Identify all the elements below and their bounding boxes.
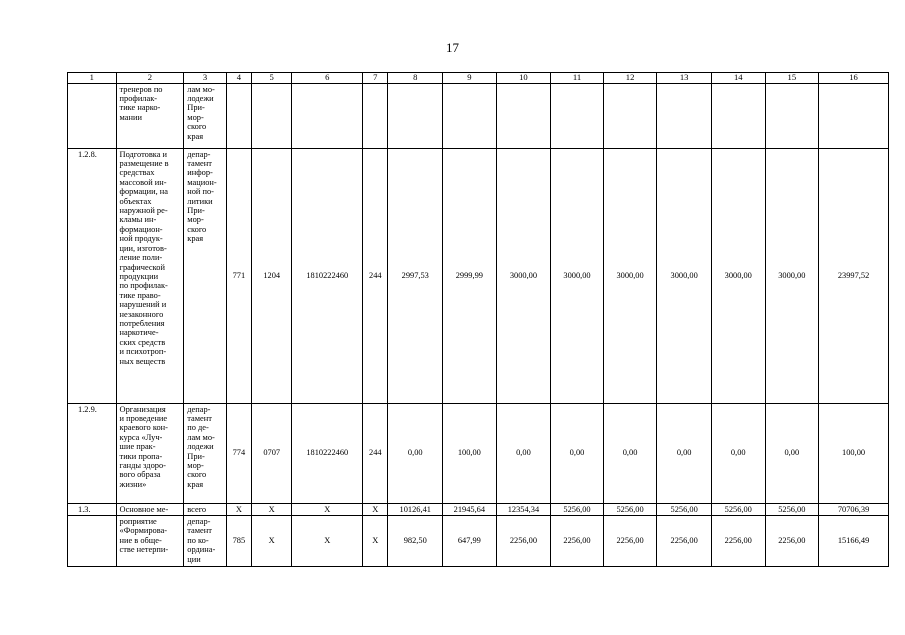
table-cell: 774 — [226, 403, 251, 503]
table-cell — [765, 83, 819, 148]
table-row — [68, 83, 889, 148]
executor: депар- тамент инфор- мацион- ной по- литики При- мор- ского края — [184, 148, 226, 403]
table-cell: 2256,00 — [551, 516, 604, 567]
column-header: 9 — [443, 73, 497, 84]
row-number: 1.3. — [68, 503, 117, 515]
row-number: 1.2.8. — [68, 148, 117, 403]
table-cell: 12354,34 — [496, 503, 551, 515]
column-header: 16 — [819, 73, 889, 84]
table-cell — [819, 83, 889, 148]
column-header: 3 — [184, 73, 226, 84]
table-cell: 70706,39 — [819, 503, 889, 515]
table-cell: 0,00 — [388, 403, 443, 503]
table-cell: X — [226, 503, 251, 515]
table-cell: 647,99 — [443, 516, 497, 567]
column-header: 6 — [292, 73, 363, 84]
table-row — [68, 148, 889, 403]
table-cell: 1810222460 — [292, 148, 363, 403]
table-cell: 982,50 — [388, 516, 443, 567]
page-number: 17 — [446, 40, 459, 55]
column-header: 12 — [603, 73, 657, 84]
table-cell: 0,00 — [765, 403, 819, 503]
table-cell: 5256,00 — [603, 503, 657, 515]
executor: лам мо- лодежи При- мор- ского края — [184, 83, 226, 148]
table-cell: 2997,53 — [388, 148, 443, 403]
table-cell — [603, 83, 657, 148]
table-cell: 244 — [363, 403, 388, 503]
table-row — [68, 403, 889, 503]
column-header: 7 — [363, 73, 388, 84]
measure-name: Основное ме- — [116, 503, 184, 515]
table-cell: 15166,49 — [819, 516, 889, 567]
table-cell: 771 — [226, 148, 251, 403]
column-header: 11 — [551, 73, 604, 84]
table-cell — [226, 83, 251, 148]
table-cell: 100,00 — [443, 403, 497, 503]
column-header: 4 — [226, 73, 251, 84]
table-header-row — [68, 73, 889, 84]
table-cell: 0707 — [251, 403, 291, 503]
row-number — [68, 83, 117, 148]
table-cell: 244 — [363, 148, 388, 403]
column-header: 2 — [116, 73, 184, 84]
table-cell: 0,00 — [711, 403, 765, 503]
table-cell: 2256,00 — [496, 516, 551, 567]
measure-name: тренеров по профилак- тике нарко- мании — [116, 83, 184, 148]
table-cell: 2256,00 — [711, 516, 765, 567]
table-cell: 3000,00 — [551, 148, 604, 403]
table-cell — [496, 83, 551, 148]
executor: всего — [184, 503, 226, 515]
table-cell: 2999,99 — [443, 148, 497, 403]
table-cell — [711, 83, 765, 148]
table-cell: 21945,64 — [443, 503, 497, 515]
measure-name: Организация и проведение краевого кон- курса «Луч- шие прак- тики пропа- ганды здоро- вого образа жизни» — [116, 403, 184, 503]
table-cell: 3000,00 — [711, 148, 765, 403]
measure-name: Подготовка и размещение в средствах массовой ин- формации, на объектах наружной ре- кламы ин- формацион- ной продук- ции, изготов- ление поли- графической продукции по профилак- тике право- нарушений и незаконного потребления наркотиче- ских средств и психотроп- ных веществ — [116, 148, 184, 403]
table-cell — [551, 83, 604, 148]
table-cell: 5256,00 — [711, 503, 765, 515]
table-cell: 0,00 — [551, 403, 604, 503]
table-cell: 100,00 — [819, 403, 889, 503]
table-cell: 1810222460 — [292, 403, 363, 503]
table-cell: X — [251, 516, 291, 567]
table-cell — [251, 83, 291, 148]
executor: депар- тамент по де- лам мо- лодежи При- мор- ского края — [184, 403, 226, 503]
column-header: 8 — [388, 73, 443, 84]
table-cell: 0,00 — [603, 403, 657, 503]
table-cell: X — [363, 503, 388, 515]
table-cell: 0,00 — [496, 403, 551, 503]
column-header: 5 — [251, 73, 291, 84]
column-header: 13 — [657, 73, 712, 84]
table-cell: X — [363, 516, 388, 567]
column-header: 1 — [68, 73, 117, 84]
table-cell: 3000,00 — [603, 148, 657, 403]
table-cell: 5256,00 — [551, 503, 604, 515]
table-row — [68, 503, 889, 515]
table-cell: 23997,52 — [819, 148, 889, 403]
table-cell: 3000,00 — [657, 148, 712, 403]
row-number — [68, 516, 117, 567]
table-cell: 1204 — [251, 148, 291, 403]
table-cell: 10126,41 — [388, 503, 443, 515]
table-cell — [363, 83, 388, 148]
column-header: 15 — [765, 73, 819, 84]
column-header: 14 — [711, 73, 765, 84]
table-cell: 2256,00 — [603, 516, 657, 567]
table-cell: 5256,00 — [765, 503, 819, 515]
table-cell — [292, 83, 363, 148]
executor: депар- тамент по ко- ордина- ции — [184, 516, 226, 567]
row-number: 1.2.9. — [68, 403, 117, 503]
table-cell: 5256,00 — [657, 503, 712, 515]
table-cell: 2256,00 — [657, 516, 712, 567]
table-cell: 0,00 — [657, 403, 712, 503]
table-cell: X — [251, 503, 291, 515]
table-cell: X — [292, 503, 363, 515]
measure-name: роприятие «Формирова- ние в обще- стве нетерпи- — [116, 516, 184, 567]
table-cell: 3000,00 — [496, 148, 551, 403]
program-table — [67, 72, 889, 567]
table-cell — [388, 83, 443, 148]
table-row — [68, 516, 889, 567]
table-cell: 3000,00 — [765, 148, 819, 403]
table-cell: 2256,00 — [765, 516, 819, 567]
table-cell — [657, 83, 712, 148]
column-header: 10 — [496, 73, 551, 84]
table-cell — [443, 83, 497, 148]
table-cell: 785 — [226, 516, 251, 567]
table-cell: X — [292, 516, 363, 567]
